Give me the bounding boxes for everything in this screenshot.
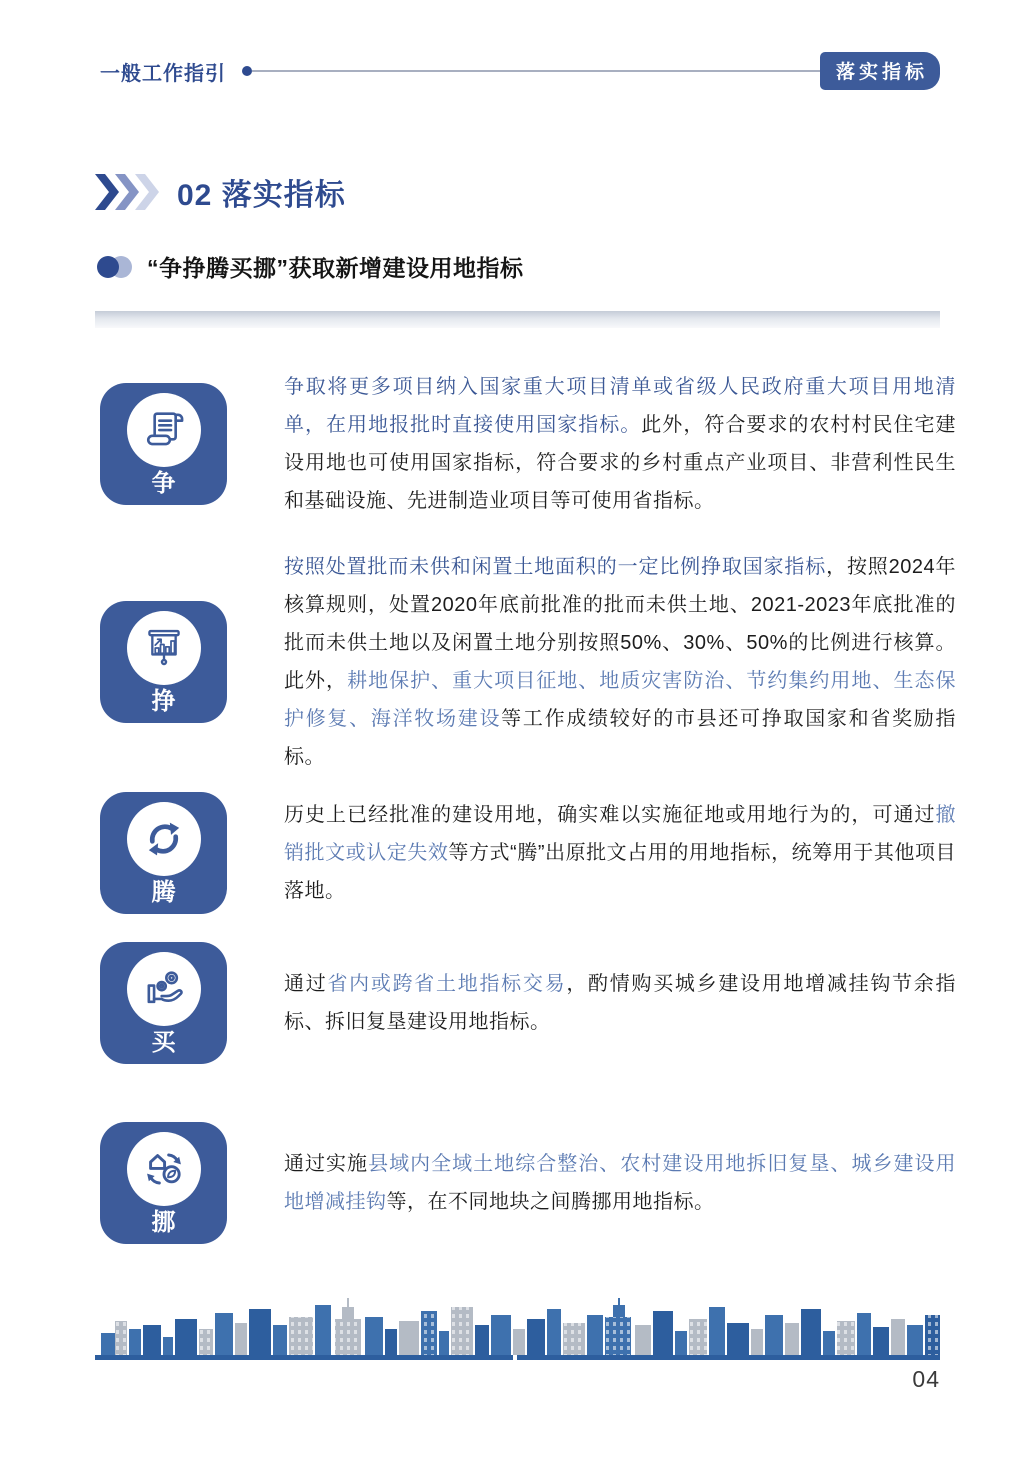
- item-icon-card: [100, 383, 227, 505]
- item-paragraph: [284, 965, 956, 1041]
- house-leaf-swap-icon: [136, 1141, 192, 1197]
- cycle-arrows-icon: [136, 811, 192, 867]
- guide-items-list: [100, 338, 956, 1244]
- page-header: [100, 52, 940, 90]
- guide-item: [100, 548, 956, 776]
- hand-coins-icon: [136, 961, 192, 1017]
- header-badge: 落实指标: [820, 52, 940, 90]
- item-icon-circle: [127, 1132, 201, 1206]
- text-segment-normal: 等工作成绩较好的市县还可挣取国家和省奖励指标。: [284, 708, 957, 768]
- item-icon-circle: [127, 393, 201, 467]
- text-segment-link: 县域内全域土地综合整治、农村建设用地拆旧复垦、城乡建设用地增减挂钩: [284, 1153, 957, 1213]
- item-paragraph: [284, 368, 956, 520]
- item-icon-card: [100, 1122, 227, 1244]
- section-title-row: [95, 170, 346, 214]
- text-segment-link: 撤销批文或认定失效: [284, 804, 956, 864]
- item-paragraph: [284, 548, 956, 776]
- item-char-label: 挪: [151, 1209, 176, 1236]
- section-title: 02 落实指标: [177, 179, 346, 212]
- item-char-label: 买: [151, 1029, 176, 1056]
- item-char-label: 挣: [151, 688, 176, 715]
- item-char-label: 腾: [151, 879, 176, 906]
- item-icon-card: [100, 942, 227, 1064]
- text-segment-link: 耕地保护、重大项目征地、地质灾害防治、节约集约用地、生态保护修复、海洋牧场建设: [284, 670, 957, 730]
- item-icon-circle: [127, 952, 201, 1026]
- bar-chart-presentation-icon: [136, 620, 192, 676]
- text-segment-normal: 历史上已经批准的建设用地，确实难以实施征地或用地行为的，可通过: [284, 804, 936, 826]
- double-circle-bullet-icon: [97, 255, 135, 279]
- item-icon-circle: [127, 802, 201, 876]
- city-skyline-graphic: [95, 1298, 940, 1360]
- item-paragraph: [284, 1145, 956, 1221]
- scroll-document-icon: [136, 402, 192, 458]
- triple-chevron-icon: [95, 174, 161, 210]
- text-segment-lead: 争取将更多项目纳入国家重大项目清单或省级人民政府重大项目用地清单，在用地报批时直接使用国家指标。: [284, 376, 956, 436]
- guide-item: [100, 1122, 956, 1244]
- header-rule-line: [252, 70, 820, 72]
- text-segment-link: 省内或跨省土地指标交易: [327, 973, 567, 995]
- text-segment-normal: ，酌情购买城乡建设用地增减挂钩节余指标、拆旧复垦建设用地指标。: [284, 973, 957, 1033]
- subsection-title-row: [97, 250, 524, 283]
- text-segment-normal: 通过实施: [284, 1153, 369, 1175]
- guide-item: [100, 792, 956, 914]
- text-segment-normal: 通过: [284, 973, 328, 995]
- text-segment-normal: 等方式“腾”出原批文占用的用地指标，统筹用于其他项目落地。: [284, 842, 956, 902]
- subsection-title: “争挣腾买挪”获取新增建设用地指标: [147, 255, 524, 281]
- page-number: 04: [912, 1366, 940, 1392]
- guide-item: [100, 368, 956, 520]
- text-segment-normal: 等，在不同地块之间腾挪用地指标。: [386, 1191, 715, 1213]
- text-segment-lead: 按照处置批而未供和闲置土地面积的一定比例挣取国家指标: [284, 556, 827, 578]
- header-dot-icon: [242, 66, 252, 76]
- gradient-divider-bar: [95, 311, 940, 328]
- header-left-title: 一般工作指引: [100, 62, 226, 85]
- item-paragraph: [284, 796, 956, 910]
- item-icon-card: [100, 601, 227, 723]
- item-char-label: 争: [151, 470, 176, 497]
- item-icon-circle: [127, 611, 201, 685]
- guide-item: [100, 942, 956, 1064]
- item-icon-card: [100, 792, 227, 914]
- text-segment-normal: ，按照2024年核算规则，处置2020年底前批准的批而未供土地、2021-2023年底批准的批而未供土地以及闲置土地分别按照50%、30%、50%的比例进行核算。此外，: [284, 556, 957, 692]
- text-segment-normal: 此外，符合要求的农村村民住宅建设用地也可使用国家指标，符合要求的乡村重点产业项目、非营利性民生和基础设施、先进制造业项目等可使用省指标。: [284, 414, 957, 512]
